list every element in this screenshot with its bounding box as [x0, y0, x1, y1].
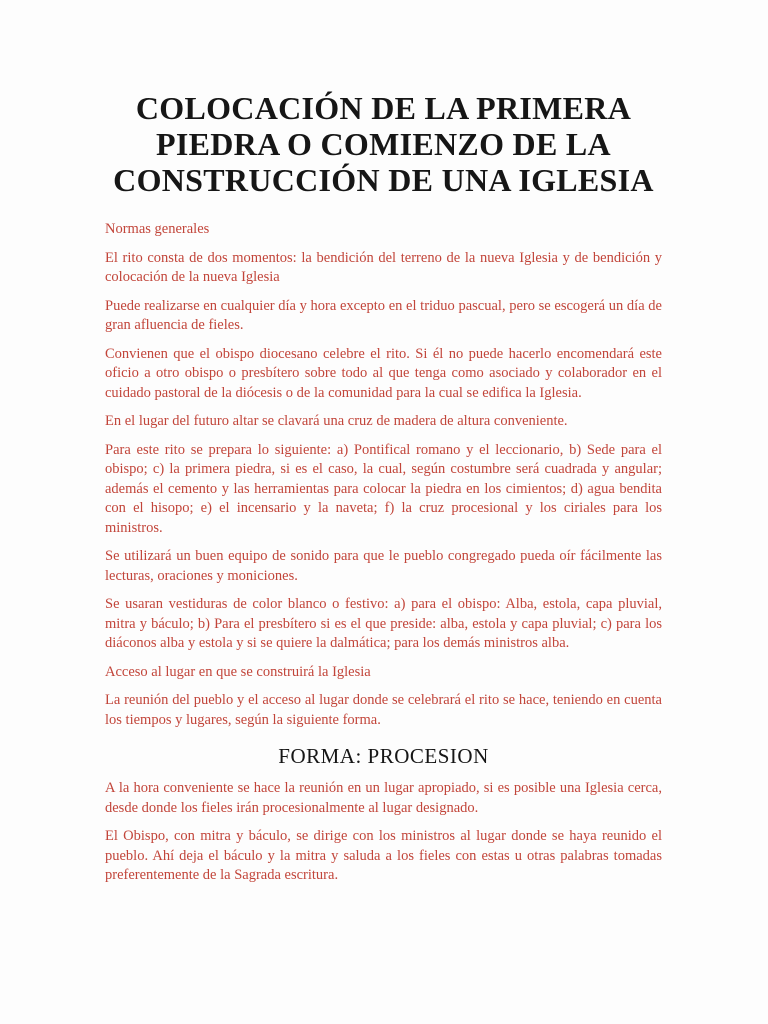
- paragraph-para-este-rito: Para este rito se prepara lo siguiente: a) Pontifical romano y el leccionario, b) Sede para el obispo; c) la primera piedra, si es el caso, la cual, según costumbre será cuadrada y angular; además el cemento y las herramientas para colocar la piedra en los cimientos; d) agua bendita con el hisopo; e) el incensario y la naveta; f) la cruz procesional y los ciriales para los ministros.: [105, 441, 662, 536]
- paragraph-equipo-de-sonido: Se utilizará un buen equipo de sonido para que le pueblo congregado pueda oír fácilmente las lecturas, oraciones y moniciones.: [105, 548, 662, 584]
- document-title-line-2: PIEDRA O COMIENZO DE LA: [156, 126, 611, 162]
- paragraph-a-la-hora-conveniente: A la hora conveniente se hace la reunión en un lugar apropiado, si es posible una Iglesia cerca, desde donde los fieles irán procesionalmente al lugar designado.: [105, 780, 662, 816]
- document-title-line-1: COLOCACIÓN DE LA PRIMERA: [135, 90, 632, 126]
- paragraph-convienen-obispo: Convienen que el obispo diocesano celebre el rito. Si él no puede hacerlo encomendará este oficio a otro obispo o presbítero sobre todo al que tenga como asociado y colaborador en el cuidado pastoral de la diócesis o de la comunidad para la cual se edifica la Iglesia.: [105, 345, 662, 401]
- paragraph-el-rito-consta: El rito consta de dos momentos: la bendición del terreno de la nueva Iglesia y de bendición y colocación de la nueva Iglesia: [105, 249, 662, 285]
- paragraph-futuro-altar: En el lugar del futuro altar se clavará una cruz de madera de altura conveniente.: [105, 413, 568, 429]
- paragraph-normas-generales: Normas generales: [105, 221, 210, 237]
- paragraph-puede-realizarse: Puede realizarse en cualquier día y hora excepto en el triduo pascual, pero se escogerá un día de gran afluencia de fieles.: [105, 297, 662, 333]
- paragraph-el-obispo-con-mitra: El Obispo, con mitra y báculo, se dirige con los ministros al lugar donde se haya reunido el pueblo. Ahí deja el báculo y la mitra y saluda a los fieles con estas u otras palabras tomadas preferentemente de la Sagrada escritura.: [105, 828, 662, 883]
- document-title-line-3: CONSTRUCCIÓN DE UNA IGLESIA: [113, 162, 654, 198]
- paragraph-vestiduras: Se usaran vestiduras de color blanco o festivo: a) para el obispo: Alba, estola, capa pluvial, mitra y báculo; b) Para el presbítero si es el que preside: alba, estola y capa pluvial; c) para los diáconos alba y estola y si se quiere la dalmática; para los demás ministros alba.: [105, 596, 662, 651]
- paragraph-la-reunion-del-pueblo: La reunión del pueblo y el acceso al lugar donde se celebrará el rito se hace, teniendo en cuenta los tiempos y lugares, según la siguiente forma.: [105, 692, 662, 728]
- paragraph-acceso-al-lugar: Acceso al lugar en que se construirá la Iglesia: [105, 663, 371, 680]
- document-title: [105, 90, 662, 198]
- section-heading-forma-procesion: FORMA: PROCESION: [278, 744, 489, 768]
